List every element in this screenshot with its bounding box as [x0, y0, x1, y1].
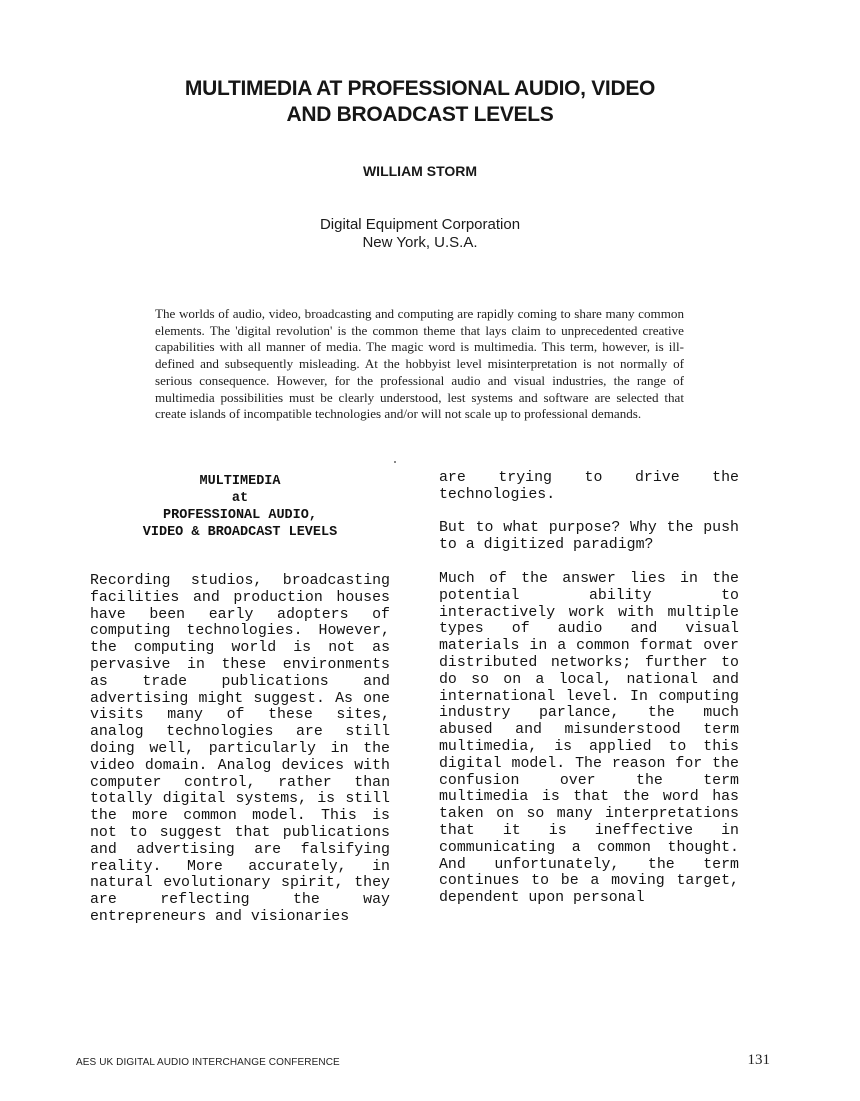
left-column — [90, 573, 390, 926]
right-column — [439, 571, 739, 907]
title-line: MULTIMEDIA AT PROFESSIONAL AUDIO, VIDEO — [184, 77, 656, 100]
paper-title — [150, 76, 690, 128]
body-paragraph: Recording studios, broadcasting facilities and production houses have been early adopters of computing technologies. However, the computing world is not as pervasive in these environments as trade publications and advertising might suggest. As one visits many of these sites, analog technologies are still doing well, particularly in the video domain. Analog devices with computer control, rather than totally digital systems, is still the more common model. This is not to suggest that publications and advertising are falsifying reality. More accurately, in natural evolutionary spirit, they are reflecting the way entrepreneurs and visionaries — [90, 573, 390, 925]
body-paragraph: are trying to drive the technologies. — [439, 470, 739, 503]
section-heading-line: MULTIMEDIA — [199, 474, 281, 489]
body-paragraph: Much of the answer lies in the potential ability to interactively work with multiple types of audio and visual materials in a common format over distributed networks; further to do so on a local, national and international level. In computing industry parlance, the much abused and misunderstood term multimedia, is applied to this digital model. The reason for the confusion over the term multimedia is that the word has taken on so many interpretations that it is ineffective in communicating a common thought. And unfortunately, the term continues to be a moving target, dependent upon personal — [439, 571, 739, 907]
page-number: 131 — [747, 1052, 770, 1068]
section-heading — [90, 473, 390, 541]
divider-mark — [394, 461, 396, 463]
body-paragraph: But to what purpose? Why the push to a digitized paradigm? — [439, 520, 739, 553]
affiliation — [250, 216, 590, 252]
section-heading-line: PROFESSIONAL AUDIO, — [163, 508, 317, 523]
abstract: The worlds of audio, video, broadcasting and computing are rapidly coming to share many common elements. The 'digital revolution' is the common theme that lays claim to unprecedented creative capabilities with all manner of media. The magic word is multimedia. This term, however, is ill-defined and subsequently misleading. At the hobbyist level misinterpretation is not normally of serious consequence. However, for the professional audio and visual industries, the range of multimedia possibilities must be clearly understood, lest systems and software are selected that create islands of incompatible technologies and/or will not scale up to professional demands. — [155, 306, 684, 422]
section-heading-line: VIDEO & BROADCAST LEVELS — [142, 525, 338, 540]
right-column-continuation — [439, 470, 739, 504]
title-line: AND BROADCAST LEVELS — [286, 103, 554, 126]
affiliation-line: New York, U.S.A. — [362, 234, 478, 251]
section-heading-line: at — [231, 491, 249, 506]
affiliation-line: Digital Equipment Corporation — [319, 216, 521, 233]
author-name: WILLIAM STORM — [362, 163, 478, 179]
right-column-question — [439, 520, 739, 554]
footer-conference: AES UK DIGITAL AUDIO INTERCHANGE CONFERENCE — [76, 1057, 340, 1068]
